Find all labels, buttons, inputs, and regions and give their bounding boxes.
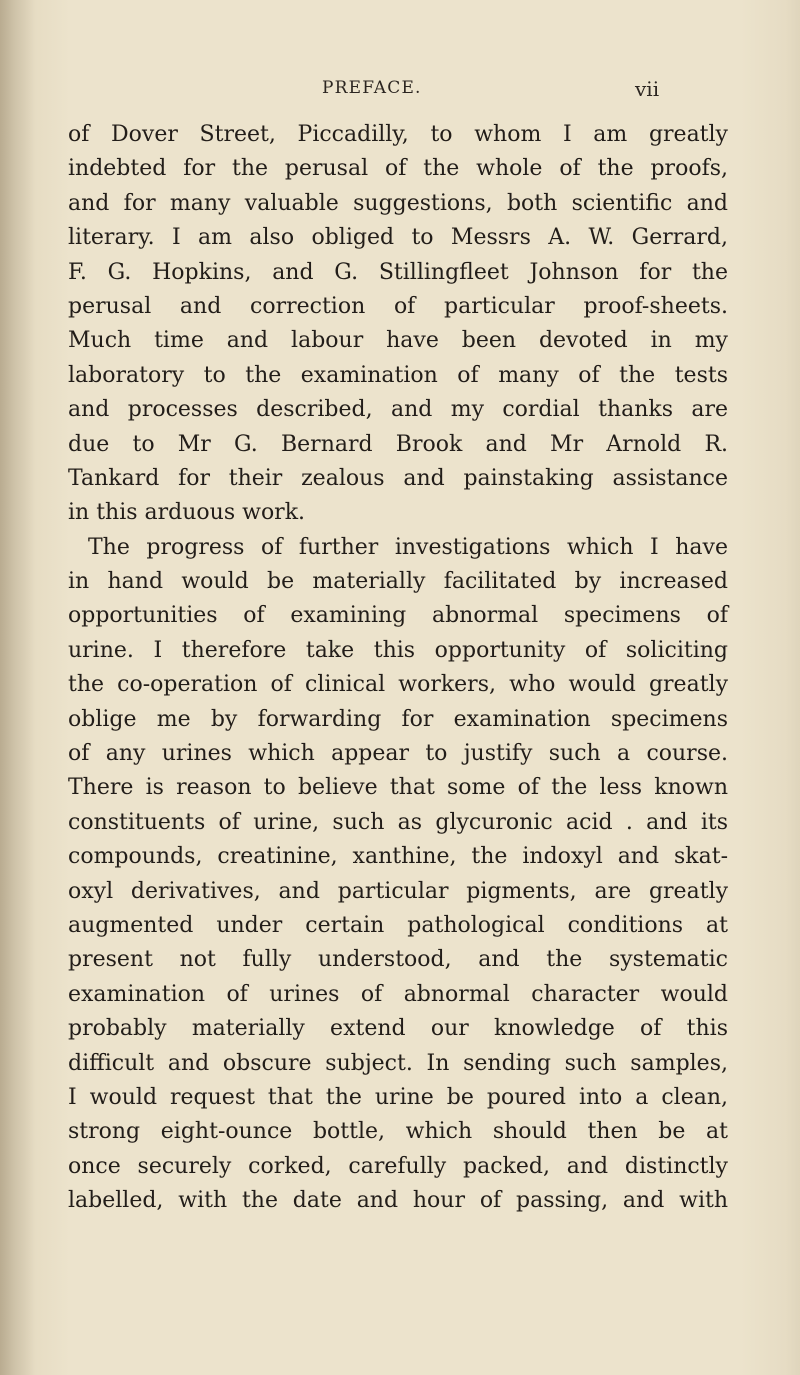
text-line: indebted for the perusal of the whole of the proofs, <box>68 156 728 182</box>
text-line: laboratory to the examination of many of the tests <box>68 362 728 388</box>
text-line: and processes described, and my cordial thanks are <box>68 397 728 423</box>
page-number: vii <box>635 77 660 101</box>
text-line: in hand would be materially facilitated by increased <box>68 569 728 595</box>
paragraph-start-line: The progress of further investigations which I have <box>88 534 728 560</box>
text-line: urine. I therefore take this opportunity of soliciting <box>68 637 728 663</box>
text-line: Much time and labour have been devoted in my <box>68 328 728 354</box>
text-line: F. G. Hopkins, and G. Stillingfleet Johnson for the <box>68 259 728 285</box>
text-line: I would request that the urine be poured into a clean, <box>68 1084 728 1110</box>
body-text <box>68 118 728 1219</box>
page-header <box>0 78 800 108</box>
text-line: and for many valuable suggestions, both scientific and <box>68 190 728 216</box>
text-line: due to Mr G. Bernard Brook and Mr Arnold R. <box>68 431 728 457</box>
text-line: labelled, with the date and hour of passing, and with <box>68 1188 728 1214</box>
text-line: constituents of urine, such as glycuronic acid . and its <box>68 809 728 835</box>
running-head: PREFACE. <box>322 78 422 98</box>
page-gutter-shadow <box>0 0 36 1375</box>
text-line: Tankard for their zealous and painstaking assistance <box>68 465 728 491</box>
text-line: examination of urines of abnormal character would <box>68 981 728 1007</box>
text-line: perusal and correction of particular proof-sheets. <box>68 293 728 319</box>
text-line: once securely corked, carefully packed, and distinctly <box>68 1153 728 1179</box>
text-line: of any urines which appear to justify such a course. <box>68 741 728 767</box>
text-line: oxyl derivatives, and particular pigments, are greatly <box>68 878 728 904</box>
text-line: strong eight-ounce bottle, which should then be at <box>68 1119 728 1145</box>
text-line: probably materially extend our knowledge of this <box>68 1016 728 1042</box>
text-line: augmented under certain pathological conditions at <box>68 912 728 938</box>
text-line: the co-operation of clinical workers, who would greatly <box>68 672 728 698</box>
text-line: present not fully understood, and the systematic <box>68 947 728 973</box>
text-line: of Dover Street, Piccadilly, to whom I am greatly <box>68 122 728 147</box>
text-line: opportunities of examining abnormal specimens of <box>68 603 728 629</box>
text-line: There is reason to believe that some of the less known <box>68 775 728 801</box>
paragraph-end-line: in this arduous work. <box>68 500 306 526</box>
text-line: literary. I am also obliged to Messrs A. W. Gerrard, <box>68 225 728 251</box>
text-line: oblige me by forwarding for examination specimens <box>68 706 728 732</box>
text-line: compounds, creatinine, xanthine, the indoxyl and skat- <box>68 844 728 870</box>
text-line: difficult and obscure subject. In sending such samples, <box>68 1050 728 1076</box>
